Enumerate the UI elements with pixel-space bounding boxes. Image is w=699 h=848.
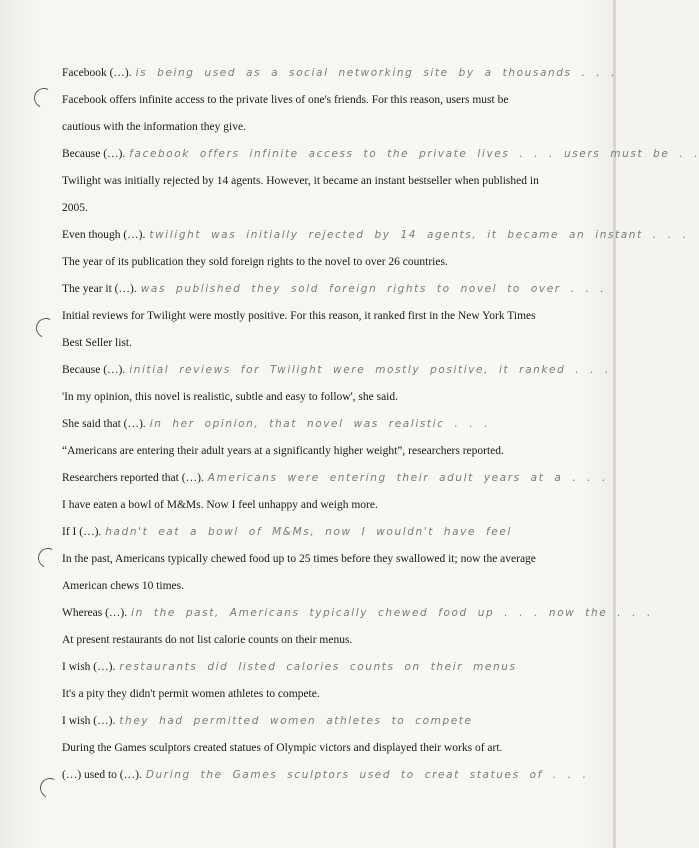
printed-text: I wish (…).	[62, 715, 116, 727]
exercise-line	[62, 93, 596, 107]
exercise-line	[62, 525, 596, 539]
printed-text: It's a pity they didn't permit women athletes to compete.	[62, 688, 320, 700]
exercise-line	[62, 201, 596, 215]
exercise-line	[62, 174, 596, 188]
printed-text: 'In my opinion, this novel is realistic, subtle and easy to follow', she said.	[62, 391, 398, 403]
exercise-line	[62, 66, 617, 80]
exercise-line	[62, 363, 610, 377]
printed-text: Because (…).	[62, 364, 126, 376]
handwritten-answer: they had permitted women athletes to compete	[119, 715, 473, 727]
exercise-line	[62, 660, 596, 674]
printed-text: I wish (…).	[62, 661, 116, 673]
exercise-line	[62, 633, 596, 647]
exercise-line	[62, 390, 596, 404]
printed-text: Whereas (…).	[62, 607, 128, 619]
exercise-line	[62, 498, 596, 512]
handwritten-answer: in the past, Americans typically chewed food up . . . now the . . .	[131, 607, 652, 619]
handwritten-answer: restaurants did listed calories counts on their menus	[119, 661, 517, 673]
exercise-line	[62, 120, 596, 134]
printed-text: “Americans are entering their adult years at a significantly higher weight”, researchers reported.	[62, 445, 504, 457]
printed-text: If I (…).	[62, 526, 102, 538]
printed-text: Because (…).	[62, 148, 126, 160]
handwritten-answer: twilight was initially rejected by 14 agents, it became an instant . . .	[149, 229, 688, 241]
exercise-line	[62, 606, 652, 620]
exercise-line	[62, 579, 596, 593]
printed-text: Initial reviews for Twilight were mostly positive. For this reason, it ranked first in the New York Times	[62, 310, 536, 322]
exercise-line	[62, 768, 596, 782]
handwritten-answer: is being used as a social networking site by a thousands . . .	[135, 67, 617, 79]
printed-text: The year it (…).	[62, 283, 137, 295]
printed-text: In the past, Americans typically chewed food up to 25 times before they swallowed it; now the average	[62, 553, 536, 565]
handwritten-answer: hadn't eat a bowl of M&Ms, now I wouldn't have feel	[105, 526, 512, 538]
exercise-line	[62, 309, 596, 323]
exercise-line	[62, 147, 699, 161]
exercise-line	[62, 417, 596, 431]
scan-edge	[613, 0, 616, 848]
printed-text: During the Games sculptors created statues of Olympic victors and displayed their works of art.	[62, 742, 503, 754]
handwritten-answer: was published they sold foreign rights to novel to over . . .	[140, 283, 606, 295]
printed-text: (…) used to (…).	[62, 769, 142, 781]
printed-text: American chews 10 times.	[62, 580, 184, 592]
printed-text: Researchers reported that (…).	[62, 472, 204, 484]
exercise-line	[62, 444, 596, 458]
printed-text: At present restaurants do not list calorie counts on their menus.	[62, 634, 353, 646]
punch-hole-mark	[31, 85, 57, 111]
exercise-line	[62, 552, 596, 566]
exercise-line	[62, 228, 688, 242]
punch-hole-mark	[33, 315, 59, 341]
printed-text: Twilight was initially rejected by 14 agents. However, it became an instant bestseller when published in	[62, 175, 539, 187]
punch-hole-mark	[35, 545, 61, 571]
printed-text: Facebook (…).	[62, 67, 132, 79]
handwritten-answer: initial reviews for Twilight were mostly positive, it ranked . . .	[129, 364, 610, 376]
printed-text: I have eaten a bowl of M&Ms. Now I feel unhappy and weigh more.	[62, 499, 378, 511]
printed-text: cautious with the information they give.	[62, 121, 246, 133]
handwritten-answer: in her opinion, that novel was realistic . . .	[149, 418, 490, 430]
exercise-line	[62, 282, 606, 296]
handwritten-answer: facebook offers infinite access to the private lives . . . users must be . .	[129, 148, 699, 160]
punch-hole-mark	[37, 775, 63, 801]
exercise-line	[62, 255, 596, 269]
printed-text: Even though (…).	[62, 229, 146, 241]
exercise-line	[62, 471, 608, 485]
printed-text: Best Seller list.	[62, 337, 132, 349]
exercise-line	[62, 714, 596, 728]
exercise-line	[62, 741, 596, 755]
handwritten-answer: During the Games sculptors used to creat statues of . . .	[145, 769, 588, 781]
handwritten-answer: Americans were entering their adult years at a . . .	[207, 472, 608, 484]
printed-text: The year of its publication they sold foreign rights to the novel to over 26 countries.	[62, 256, 448, 268]
exercise-line	[62, 336, 596, 350]
exercise-line	[62, 687, 596, 701]
printed-text: 2005.	[62, 202, 88, 214]
printed-text: She said that (…).	[62, 418, 146, 430]
printed-text: Facebook offers infinite access to the private lives of one's friends. For this reason, users must be	[62, 94, 509, 106]
